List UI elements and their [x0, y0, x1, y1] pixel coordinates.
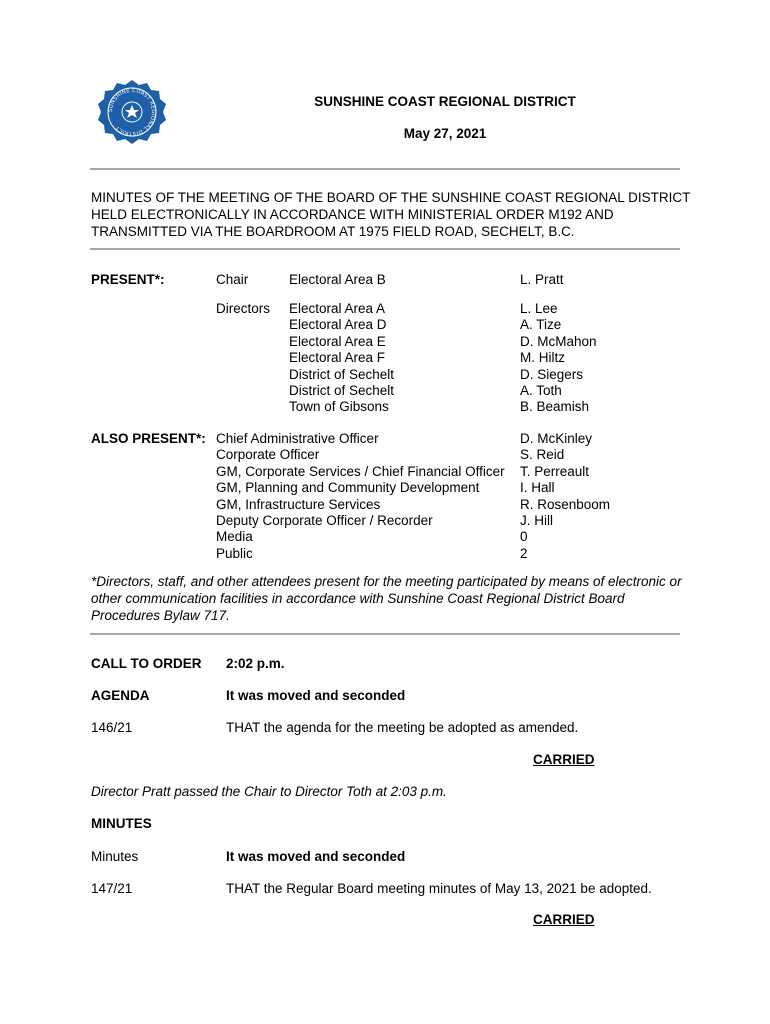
director-name: A. Toth [520, 382, 562, 398]
present-label: PRESENT*: [91, 272, 165, 287]
organization-name: SUNSHINE COAST REGIONAL DISTRICT [314, 94, 576, 109]
divider-rule [90, 248, 680, 250]
minutes-motion: It was moved and seconded [226, 849, 406, 864]
attendance-note: *Directors, staff, and other attendees present for the meeting participated by means of electronic or other communication facilities in accordance with Sunshine Coast Regional District Board Procedures Bylaw 717. [91, 574, 682, 623]
also-present-label: ALSO PRESENT*: [91, 431, 206, 446]
director-name: D. McMahon [520, 333, 597, 349]
staff-name: 2 [520, 545, 528, 561]
chair-name: L. Pratt [520, 272, 564, 287]
chair-area: Electoral Area B [289, 272, 386, 287]
staff-role: GM, Infrastructure Services [216, 496, 381, 512]
director-name: B. Beamish [520, 399, 590, 415]
staff-roles [216, 431, 505, 562]
director-name: D. Siegers [520, 366, 584, 382]
staff-name: T. Perreault [520, 463, 590, 479]
minutes-resolution-number: 147/21 [91, 881, 133, 896]
agenda-resolution-text: THAT the agenda for the meeting be adopted as amended. [226, 720, 579, 735]
director-area: District of Sechelt [289, 366, 395, 382]
minutes-result: CARRIED [533, 912, 595, 927]
director-area: Electoral Area D [289, 317, 387, 333]
minutes-label: Minutes [91, 849, 139, 864]
agenda-result: CARRIED [533, 752, 595, 767]
minutes-heading: MINUTES [91, 816, 152, 831]
director-name: M. Hiltz [520, 350, 565, 366]
staff-role: Deputy Corporate Officer / Recorder [216, 512, 433, 528]
staff-role: Chief Administrative Officer [216, 431, 379, 446]
staff-role: GM, Planning and Community Development [216, 480, 480, 496]
directors-role: Directors [216, 301, 271, 316]
director-area: District of Sechelt [289, 382, 395, 398]
director-area: Electoral Area E [289, 333, 386, 349]
call-to-order-label: CALL TO ORDER [91, 656, 202, 671]
director-area: Electoral Area A [289, 301, 386, 316]
staff-name: R. Rosenboom [520, 496, 611, 512]
staff-name: D. McKinley [520, 431, 593, 446]
logo-text: SUNSHINE COAST REGIONAL DISTRICT [107, 87, 157, 137]
staff-name: 0 [520, 529, 528, 545]
staff-name: I. Hall [520, 480, 555, 496]
minutes-resolution-text: THAT the Regular Board meeting minutes of May 13, 2021 be adopted. [226, 881, 652, 896]
agenda-motion: It was moved and seconded [226, 688, 406, 703]
staff-role: Public [216, 545, 253, 561]
directors-areas [289, 301, 394, 416]
directors-names [520, 301, 597, 416]
agenda-label: AGENDA [91, 688, 150, 703]
director-name: A. Tize [520, 317, 562, 333]
staff-name: J. Hill [520, 512, 553, 528]
chair-change-note: Director Pratt passed the Chair to Director Toth at 2:03 p.m. [91, 784, 447, 799]
director-area: Town of Gibsons [289, 399, 389, 415]
staff-role: GM, Corporate Services / Chief Financial Officer [216, 463, 505, 479]
staff-names [520, 431, 610, 562]
director-name: L. Lee [520, 301, 558, 316]
chair-role: Chair [216, 272, 249, 287]
divider-rule [90, 168, 680, 170]
staff-name: S. Reid [520, 447, 565, 463]
director-area: Electoral Area F [289, 350, 386, 366]
staff-role: Media [216, 529, 253, 545]
staff-role: Corporate Officer [216, 447, 320, 463]
divider-rule [90, 633, 680, 635]
meeting-date: May 27, 2021 [403, 126, 487, 141]
document-title: MINUTES OF THE MEETING OF THE BOARD OF THE SUNSHINE COAST REGIONAL DISTRICT HELD ELECTRONICALLY IN ACCORDANCE WITH MINISTERIAL ORDER M192 AND TRANSMITTED VIA THE BOARDROOM AT 1975 FIELD ROAD, SECHELT, B.C. [91, 190, 691, 239]
agenda-resolution-number: 146/21 [91, 720, 133, 735]
call-to-order-time: 2:02 p.m. [226, 656, 285, 671]
